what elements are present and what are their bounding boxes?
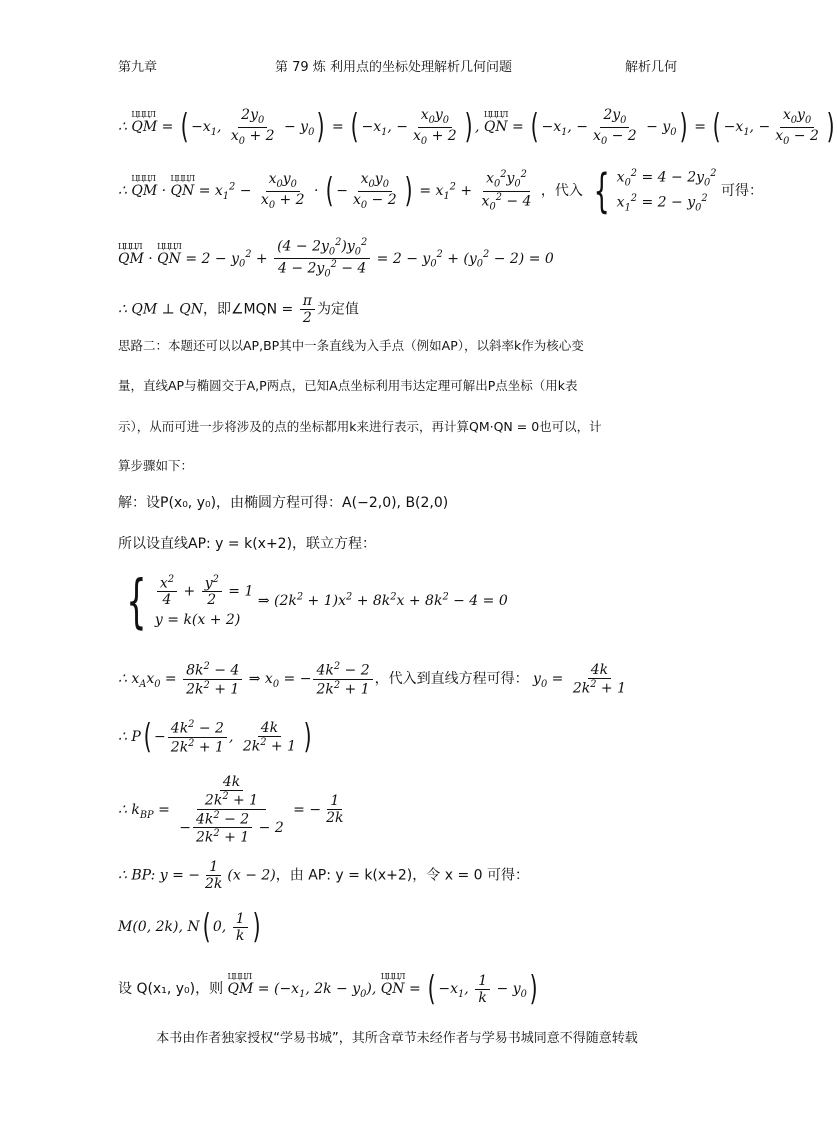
set-line-ap: 所以设直线AP: y = k(x+2)，联立方程： [118, 536, 377, 552]
system-equation: { $\frac{x^2}{4}$ + $\frac{y^2}{2}$ = 1 y = k(x + 2) ⇒ $(2k^2 + 1)x^2 + 8k^2x + 8k^2 - 4 = 0$ [126, 567, 508, 635]
solution-start: 解：设P(x₀, y₀)，由椭圆方程可得：A(−2,0), B(2,0) [118, 495, 449, 511]
slope-bp: ∴ $k_{BP}$ = $\frac{4k}{2k^2 + 1}$ − $\frac{4k^2 - 2}{2k^2 + 1}$ − 2 = − $\frac{1}{2k}$ [118, 774, 344, 846]
approach2-line3: 示），从而可进一步将涉及的点的坐标都用k来进行表示，再计算QM·QN = 0也可以，计 [118, 419, 602, 434]
vectors-qm-qn: 设 Q(x₁, y₀)，则 ЦЦЦЛ QM = ($-x_1$, $2k - y_0$), ЦЦЦЛ QN = ( $-x_1$, $\frac{1}{k}$ − $y_0$) [118, 972, 540, 1006]
equation-dot-product: ∴ ЦЦЦЛ QM · ЦЦЦЛ QN = $x_1^2$ − $\frac{x_0y_0}{x_0 + 2}$ · ( − $\frac{x_0y_0}{x_0 - 2}$ ) = $x_1^2$ + $\frac{x_0^2y_0^2}{x_0^2 - 4}$ ，代入 { $x_0^2 = 4 - 2y_0^2$ $x_1^2 = 2 - y_0^2$ 可得： [118, 168, 763, 214]
vieta-line: ∴ $x_Ax_0$ = $\frac{8k^2 - 4}{2k^2 + 1}$ ⇒ $x_0$ = − $\frac{4k^2 - 2}{2k^2 + 1}$ ，代入到直线方程可得： $y_0$ = $\frac{4k}{2k^2 + 1}$ [118, 661, 627, 698]
copyright-footer: 本书由作者独家授权“学易书城”，其所含章节未经作者与学易书城同意不得随意转载 [156, 1031, 638, 1046]
chapter-label: 第九章 [118, 60, 158, 75]
points-m-n: M(0, 2k), N( 0, $\frac{1}{k}$ ) [118, 907, 261, 947]
equation-qm-qn: ∴ ЦЦЦЛ QM = ( $-x_1$, $\frac{2y_0}{x_0 + 2}$ − $y_0$) = ( $-x_1$, − $\frac{x_0y_0}{x_0 + 2}$ ) , ЦЦЦЛ QN = ( $-x_1$, − $\frac{2y_0}{x_0 - 2}$ − $y_0$) = ( $-x_1$, − $\frac{x_0y_0}{x_0 - 2}$ ) [118, 108, 837, 146]
approach2-line2: 量，直线AP与椭圆交于A,P两点，已知A点坐标利用韦达定理可解出P点坐标（用k表 [118, 378, 578, 393]
approach2-line4: 算步骤如下： [118, 458, 194, 473]
approach2-line1: 思路二：本题还可以以AP,BP其中一条直线为入手点（例如AP），以斜率k作为核心变 [118, 338, 584, 353]
subject-label: 解析几何 [625, 60, 678, 75]
point-p: ∴ P( − $\frac{4k^2 - 2}{2k^2 + 1}$ , $\frac{4k}{2k^2 + 1}$ ) [118, 717, 312, 758]
equation-dot-result: ЦЦЦЛ QM · ЦЦЦЛ QN = $2 - y_0^2$ + $\frac{(4 - 2y_0^2)y_0^2}{4 - 2y_0^2 - 4}$ = $2 - y_0^2 + (y_0^2 - 2) = 0$ [118, 238, 554, 280]
section-title: 第 79 炼 利用点的坐标处理解析几何问题 [275, 60, 512, 75]
perpendicular-conclusion: ∴ QM ⊥ QN，即∠MQN = $\frac{\pi}{2}$ 为定值 [118, 293, 359, 326]
line-bp: ∴ BP: y = − $\frac{1}{2k}$ (x − 2)，由 AP: y = k(x+2)，令 x = 0 可得： [118, 859, 529, 892]
